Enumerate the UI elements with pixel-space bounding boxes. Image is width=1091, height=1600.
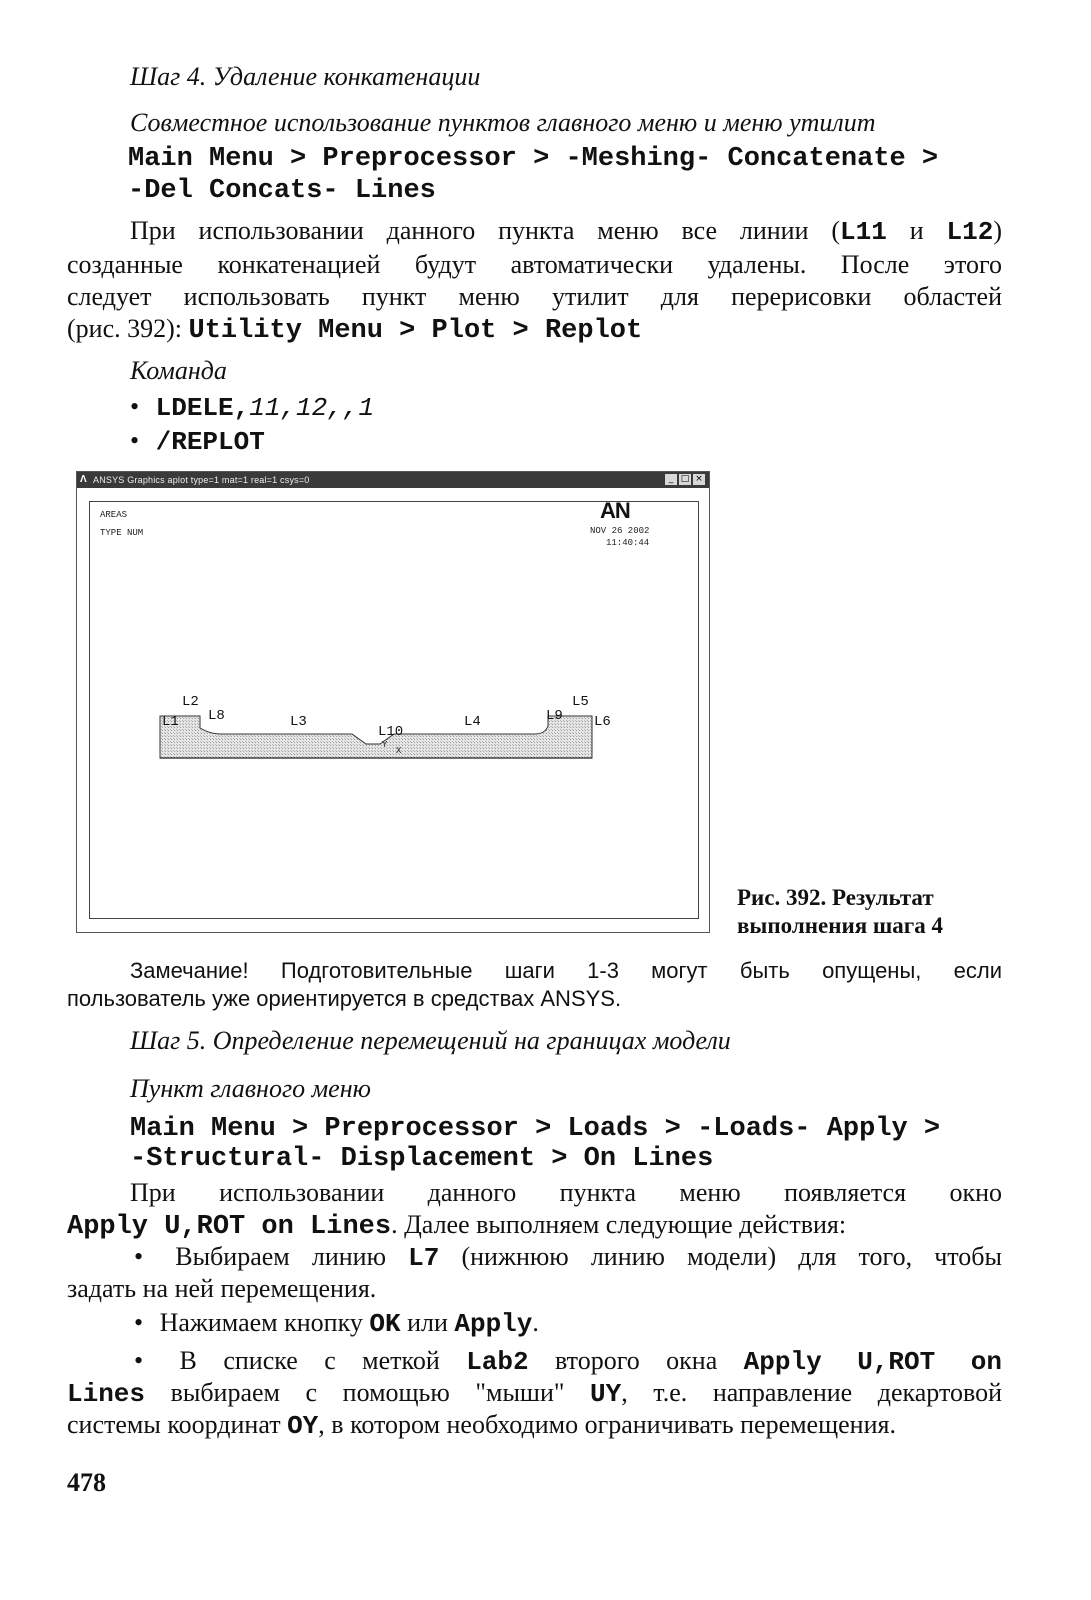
step5-subheading: Пункт главного меню — [130, 1074, 371, 1103]
close-icon[interactable]: × — [693, 474, 705, 485]
maximize-icon[interactable]: □ — [680, 474, 690, 484]
label-l5: L5 — [572, 694, 589, 710]
type-num-label: TYPE NUM — [100, 528, 144, 538]
step5-bullet-2: • Нажимаем кнопку OK или Apply. — [134, 1306, 539, 1341]
areas-label: AREAS — [100, 510, 128, 520]
step4-para-line4: (рис. 392): Utility Menu > Plot > Replot — [67, 314, 643, 346]
step5-bullet-3: • В списке с меткой Lab2 второго окна Apply U,ROT on — [134, 1344, 1002, 1379]
plot-time: 11:40:44 — [606, 538, 650, 548]
command-item-1: • LDELE,11,12,,1 — [130, 392, 374, 423]
code-l11: L11 — [840, 217, 887, 247]
step5-heading: Шаг 5. Определение перемещений на границах модели — [130, 1026, 731, 1055]
area-plot — [90, 502, 698, 918]
label-l8: L8 — [208, 708, 225, 724]
label-l1: L1 — [162, 714, 179, 730]
axis-y-label: Y — [382, 740, 388, 750]
step4-subheading: Совместное использование пунктов главного меню и меню утилит — [130, 108, 876, 137]
plot-date: NOV 26 2002 — [590, 526, 650, 536]
step4-menu-path-line2: -Del Concats- Lines — [128, 176, 436, 206]
graphics-canvas — [89, 498, 699, 919]
step4-para-line2: созданные конкатенацией будут автоматически удалены. После этого — [67, 250, 1002, 279]
ansys-logo: AN — [600, 498, 630, 523]
window-title: ANSYS Graphics aplot type=1 mat=1 real=1 csys=0 — [93, 475, 310, 485]
step5-bullet-3-line2: Lines выбираем с помощью "мыши" UY, т.е. направление декартовой — [67, 1378, 1002, 1409]
step4-heading: Шаг 4. Удаление конкатенации — [130, 62, 481, 91]
code-l12: L12 — [946, 217, 994, 247]
command-heading: Команда — [130, 356, 227, 385]
label-l10: L10 — [378, 724, 404, 740]
label-l3: L3 — [290, 714, 307, 730]
step5-menu-path-line1: Main Menu > Preprocessor > Loads > -Loads- Apply > — [130, 1114, 941, 1144]
page-number: 478 — [67, 1468, 106, 1497]
step5-bullet-3-line3: системы координат OY, в котором необходимо ограничивать перемещения. — [67, 1410, 896, 1441]
window-titlebar — [77, 472, 709, 488]
axis-x-label: X — [396, 746, 402, 756]
step4-para-line3: следует использовать пункт меню утилит для перерисовки областей — [67, 282, 1002, 311]
ansys-app-icon: Λ — [80, 474, 87, 485]
command-item-2: • /REPLOT — [130, 426, 265, 457]
step5-bullet-1-cont: задать на ней перемещения. — [67, 1274, 377, 1303]
minimize-icon[interactable]: _ — [665, 474, 677, 485]
step5-menu-path-line2: -Structural- Displacement > On Lines — [130, 1144, 714, 1174]
label-l6: L6 — [594, 714, 611, 730]
utility-menu-path: Utility Menu > Plot > Replot — [188, 316, 643, 346]
figure-caption: Рис. 392. Результат выполнения шага 4 — [737, 885, 944, 938]
step4-para-line1: При использовании данного пункта меню все линии (L11 и L12) — [130, 216, 1002, 247]
ansys-graphics-window — [76, 471, 710, 933]
label-l9: L9 — [546, 708, 563, 724]
step5-para-line1: При использовании данного пункта меню появляется окно — [130, 1178, 1002, 1207]
step5-para-line2: Apply U,ROT on Lines. Далее выполняем следующие действия: — [67, 1210, 847, 1242]
label-l4: L4 — [464, 714, 481, 730]
note-line2: пользователь уже ориентируется в средствах ANSYS. — [67, 986, 622, 1011]
note-line1: Замечание! Подготовительные шаги 1-3 могут быть опущены, если — [130, 958, 1002, 983]
step5-bullet-1: • Выбираем линию L7 (нижнюю линию модели) для того, чтобы — [134, 1240, 1002, 1275]
step4-menu-path-line1: Main Menu > Preprocessor > -Meshing- Concatenate > — [128, 144, 939, 174]
label-l2: L2 — [182, 694, 199, 710]
